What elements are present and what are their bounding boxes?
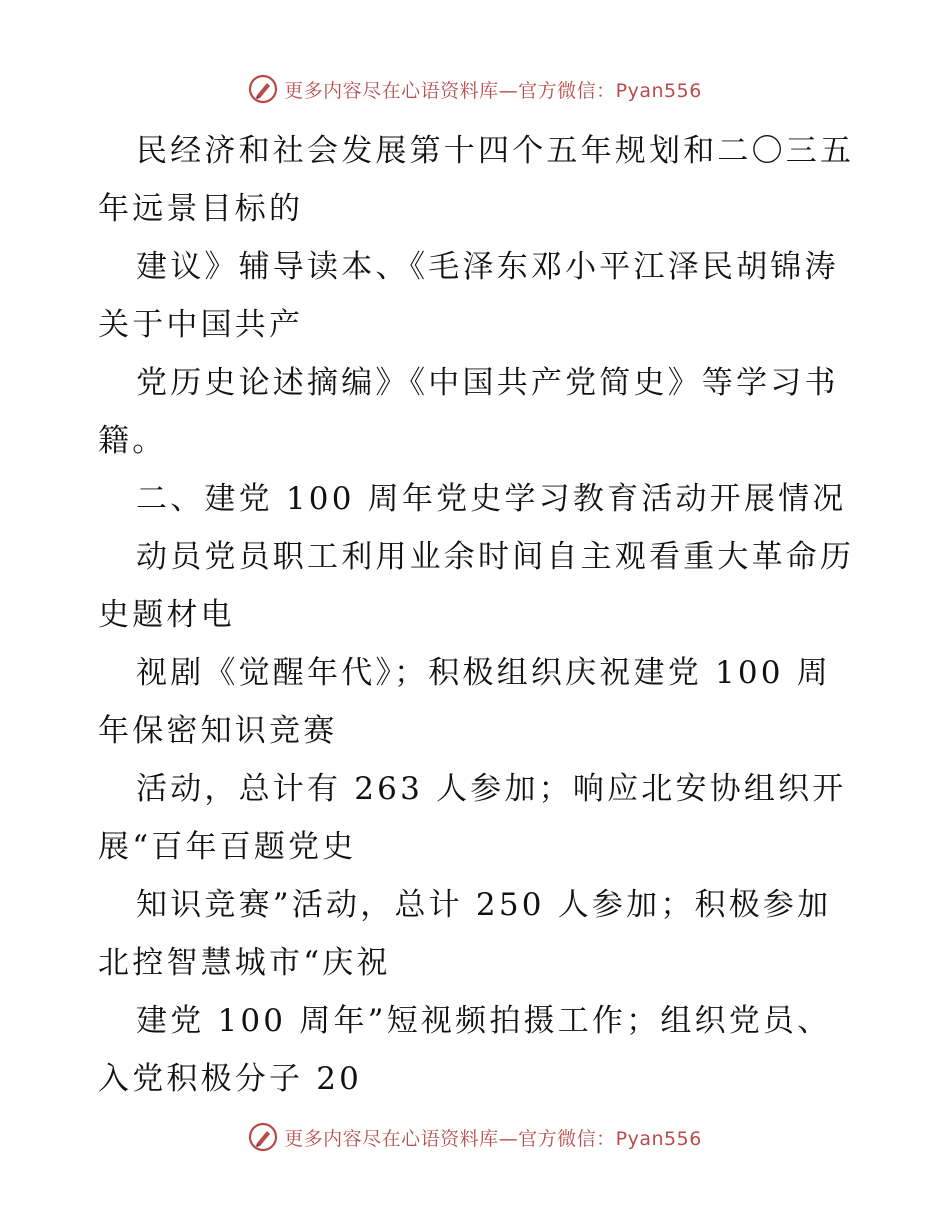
text-line: 动员党员职工利用业余时间自主观看重大革命历 (136, 539, 855, 575)
text-line: 年远景目标的 (98, 191, 304, 227)
text-line: 建党 100 周年”短视频拍摄工作；组织党员、 (136, 1003, 832, 1039)
footer-watermark (0, 1122, 950, 1152)
text-line: 建议》辅导读本、《毛泽东邓小平江泽民胡锦涛 (136, 249, 839, 285)
watermark-text: 更多内容尽在心语资料库—官方微信：Pyan556 (284, 1127, 702, 1150)
watermark-text: 更多内容尽在心语资料库—官方微信：Pyan556 (284, 79, 702, 102)
pen-logo-icon (248, 74, 278, 104)
text-line: 党历史论述摘编》《中国共产党简史》等学习书 (136, 365, 839, 401)
document-body (98, 122, 858, 1108)
text-line: 视剧《觉醒年代》；积极组织庆祝建党 100 周 (136, 655, 831, 691)
section-heading: 二、建党 100 周年党史学习教育活动开展情况 (136, 481, 847, 517)
text-line: 展“百年百题党史 (98, 829, 357, 865)
header-watermark (0, 74, 950, 104)
text-line: 活动，总计有 263 人参加；响应北安协组织开 (136, 771, 847, 807)
text-line: 北控智慧城市“庆祝 (98, 945, 391, 981)
text-line: 知识竞赛”活动，总计 250 人参加；积极参加 (136, 887, 832, 923)
text-line: 史题材电 (98, 597, 235, 633)
text-line: 关于中国共产 (98, 307, 304, 343)
pen-logo-icon (248, 1122, 278, 1152)
text-line: 年保密知识竞赛 (98, 713, 338, 749)
text-line: 籍。 (98, 423, 167, 459)
text-line: 入党积极分子 20 (98, 1061, 363, 1097)
text-line: 民经济和社会发展第十四个五年规划和二〇三五 (136, 133, 855, 169)
